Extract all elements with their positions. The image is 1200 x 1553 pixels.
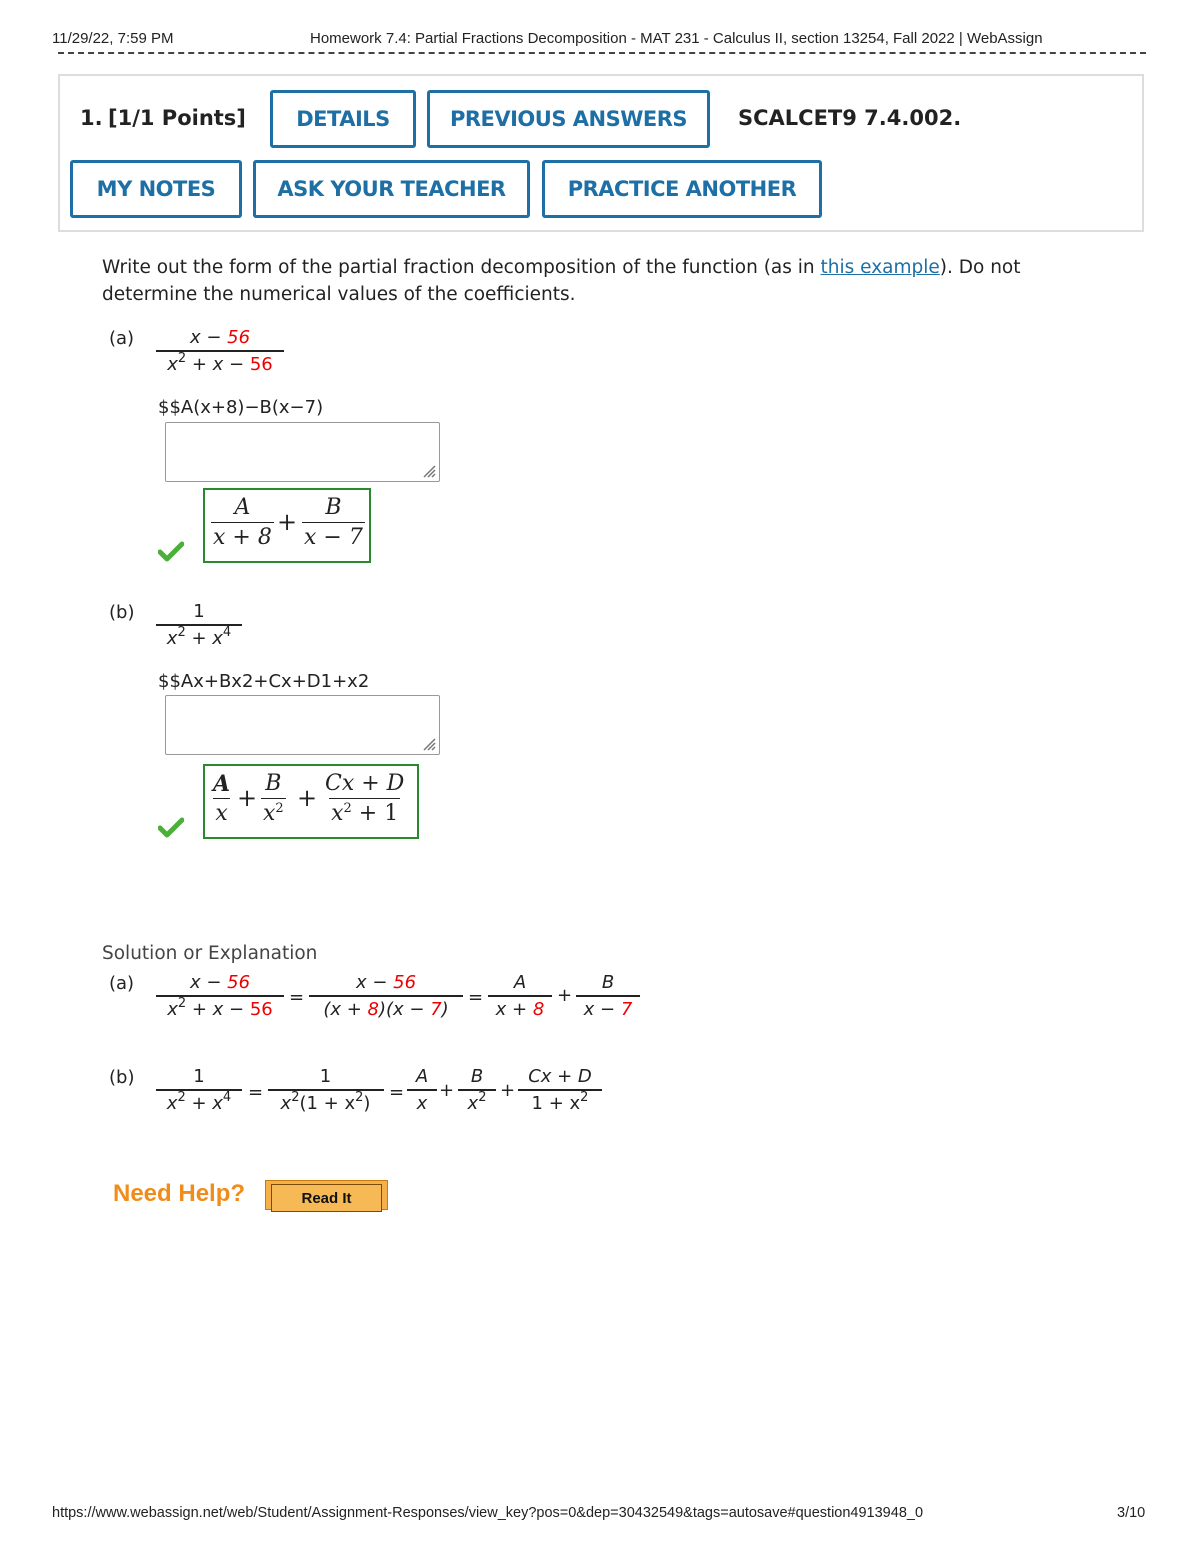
my-notes-button[interactable]: MY NOTES <box>70 160 242 218</box>
part-a-function: $\frac{x - 56}{x^2 + x - 56}$ <box>156 326 284 378</box>
page-title: Homework 7.4: Partial Fractions Decomposition - MAT 231 - Calculus II, section 13254, Fall 2022 | WebAssign <box>310 30 1043 47</box>
page-url: https://www.webassign.net/web/Student/Assignment-Responses/view_key?pos=0&dep=30432549&tags=autosave#question4913948_0 <box>52 1505 924 1521</box>
practice-another-button[interactable]: PRACTICE ANOTHER <box>542 160 822 218</box>
this-example-link[interactable]: this example <box>820 257 940 278</box>
checkmark-icon <box>158 540 184 562</box>
solution-b-fraction: $\frac{Cx + D}{1 + x^2}$ <box>519 1065 601 1117</box>
need-help-label: Need Help? <box>113 1180 246 1207</box>
resize-grip-icon[interactable] <box>422 464 436 478</box>
header-divider <box>58 52 1146 54</box>
part-b-raw-answer: $$Ax+Bx2+Cx+D1+x2 <box>158 671 370 692</box>
part-a-answer-input[interactable] <box>165 422 440 482</box>
question-points: [1/1 Points] <box>108 106 246 130</box>
solution-a-fraction: $\frac{x - 56}{x^2 + x - 56}$ <box>156 971 284 1023</box>
part-b-answer-input[interactable] <box>165 695 440 755</box>
previous-answers-button[interactable]: PREVIOUS ANSWERS <box>427 90 710 148</box>
part-b-function: $\frac{1}{x^2 + x^4}$ <box>156 600 242 652</box>
solution-b-label: (b) <box>109 1067 135 1088</box>
checkmark-icon <box>158 816 184 838</box>
page-number: 3/10 <box>1117 1505 1146 1521</box>
answer-term: $\frac{B}{x^2}$ <box>261 770 286 829</box>
answer-term: $\frac{B}{x - 7}$ <box>302 494 365 553</box>
details-button[interactable]: DETAILS <box>270 90 416 148</box>
part-a-raw-answer: $$A(x+8)−B(x−7) <box>158 397 324 418</box>
solution-a-fraction: $\frac{B}{x - 7}$ <box>577 971 639 1023</box>
solution-a-fraction: $\frac{A}{x + 8}$ <box>489 971 551 1023</box>
part-a-correct-answer: $\frac{A}{x + 8}$ + $\frac{B}{x - 7}$ <box>203 488 371 563</box>
solution-b-fraction: $\frac{1}{x^2(1 + x^2)}$ <box>268 1065 383 1117</box>
ask-your-teacher-button[interactable]: ASK YOUR TEACHER <box>253 160 530 218</box>
read-it-button[interactable]: Read It <box>265 1180 388 1210</box>
part-b-correct-answer: $\frac{A}{x}$ + $\frac{B}{x^2}$ + $\frac{Cx + D}{x^2 + 1}$ <box>203 764 419 839</box>
solution-b-fraction: $\frac{1}{x^2 + x^4}$ <box>156 1065 242 1117</box>
answer-term: $\frac{A}{x + 8}$ <box>211 494 274 553</box>
solution-b-fraction: $\frac{A}{x}$ <box>408 1065 436 1117</box>
answer-term: $\frac{A}{x}$ <box>211 770 232 829</box>
solution-heading: Solution or Explanation <box>102 943 318 964</box>
question-source: SCALCET9 7.4.002. <box>738 106 962 130</box>
part-a-label: (a) <box>109 328 135 349</box>
resize-grip-icon[interactable] <box>422 737 436 751</box>
solution-b-fraction: $\frac{B}{x^2}$ <box>459 1065 495 1117</box>
question-number: 1. <box>80 106 103 130</box>
answer-term: $\frac{Cx + D}{x^2 + 1}$ <box>323 770 406 829</box>
question-prompt: Write out the form of the partial fraction decomposition of the function (as in this example). Do not determine the numerical values of the coefficients. <box>102 257 1021 305</box>
part-b-label: (b) <box>109 602 135 623</box>
solution-a-fraction: $\frac{x - 56}{(x + 8)(x - 7)}$ <box>310 971 462 1023</box>
solution-a-label: (a) <box>109 973 135 994</box>
print-datetime: 11/29/22, 7:59 PM <box>52 30 174 47</box>
